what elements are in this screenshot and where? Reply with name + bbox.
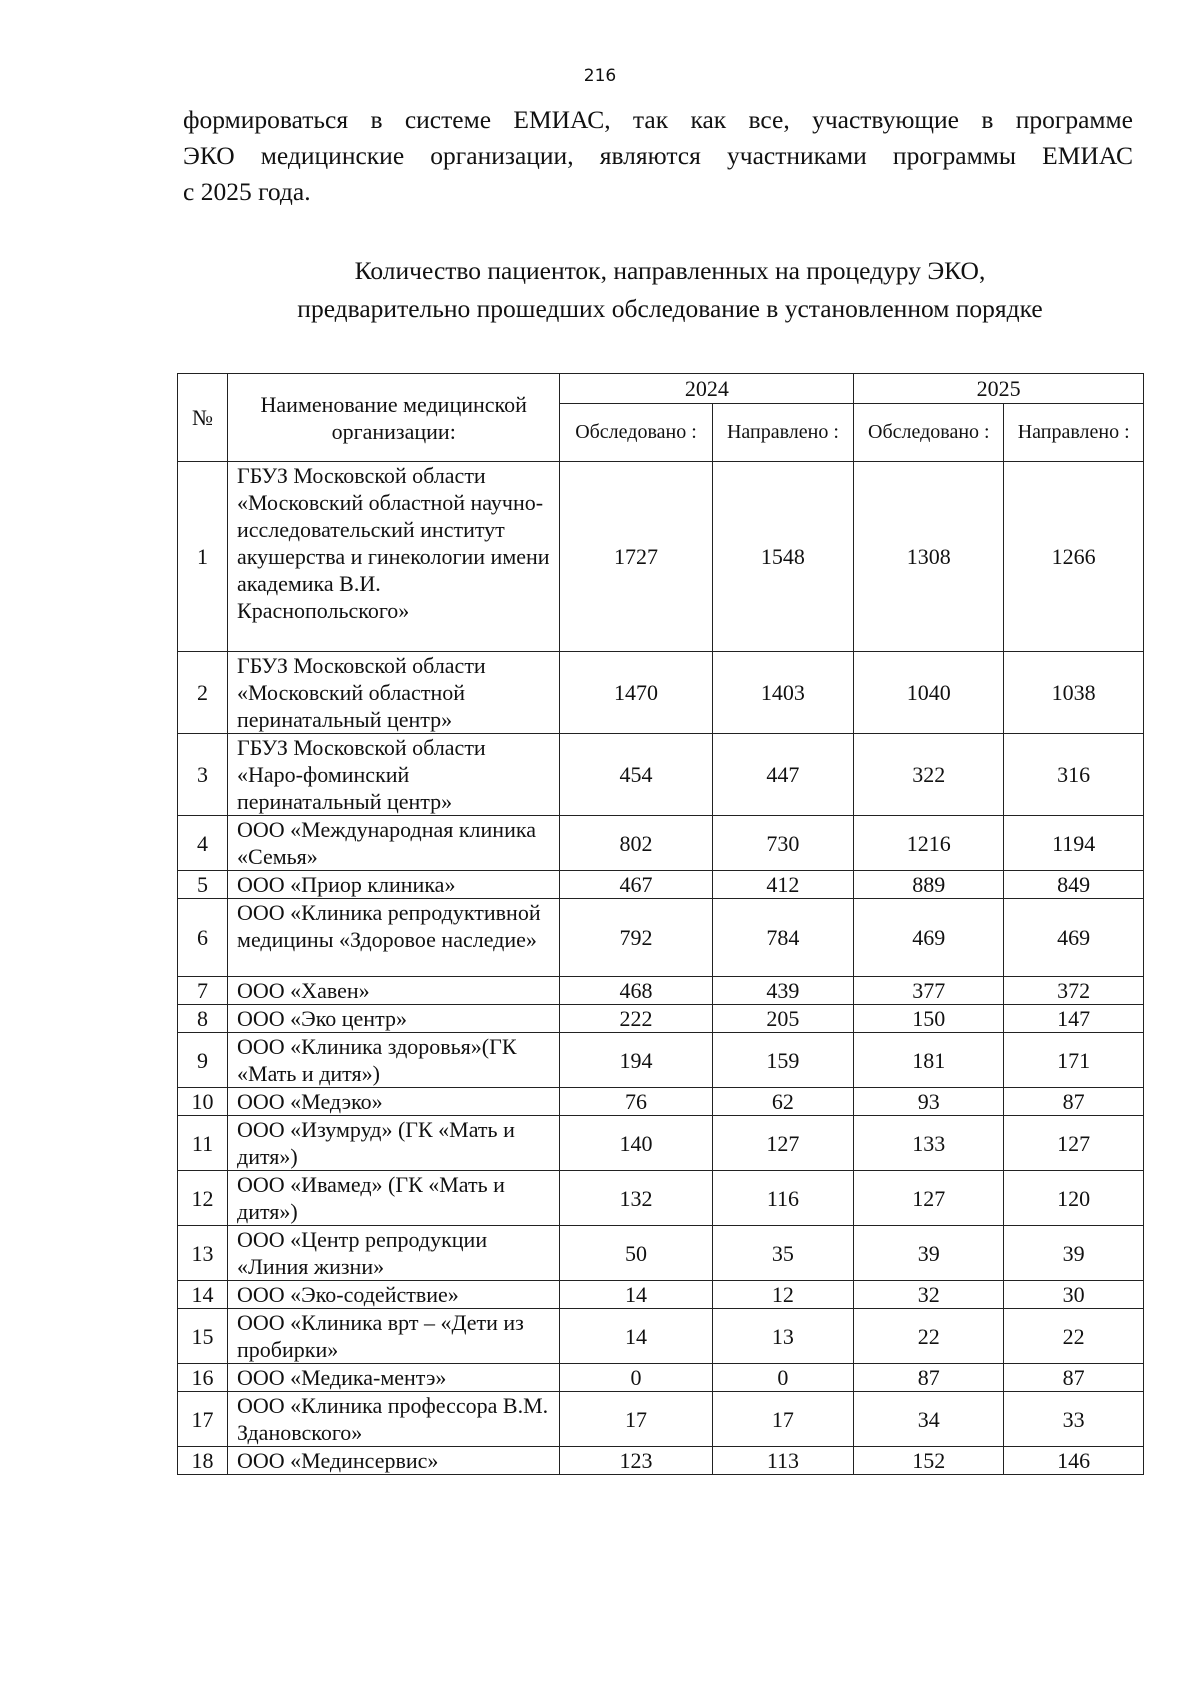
- table-row: [178, 1088, 1144, 1116]
- examined-2025: 87: [854, 1364, 1004, 1392]
- organization-name: ООО «Изумруд» (ГК «Мать и дитя»): [228, 1116, 560, 1171]
- row-number: 1: [178, 462, 228, 652]
- organization-name: ООО «Приор клиника»: [228, 871, 560, 899]
- row-number: 15: [178, 1309, 228, 1364]
- referred-2024: 113: [712, 1447, 854, 1475]
- organization-name: ООО «Клиника репродуктивной медицины «Здоровое наследие»: [228, 899, 560, 977]
- caption-line-2: предварительно прошедших обследование в установленном порядке: [297, 294, 1043, 323]
- referred-2024: 439: [712, 977, 854, 1005]
- row-number: 3: [178, 734, 228, 816]
- table-row: [178, 652, 1144, 734]
- referred-2024: 730: [712, 816, 854, 871]
- referred-2024: 205: [712, 1005, 854, 1033]
- referred-2025: 1038: [1004, 652, 1144, 734]
- examined-2024: 14: [560, 1281, 712, 1309]
- referred-2024: 447: [712, 734, 854, 816]
- referred-2024: 159: [712, 1033, 854, 1088]
- examined-2025: 39: [854, 1226, 1004, 1281]
- referred-2024: 62: [712, 1088, 854, 1116]
- examined-2024: 76: [560, 1088, 712, 1116]
- organization-name: ООО «Эко центр»: [228, 1005, 560, 1033]
- organization-name: ООО «Медэко»: [228, 1088, 560, 1116]
- referred-2024: 0: [712, 1364, 854, 1392]
- organization-name: ГБУЗ Московской области «Наро-фоминский перинатальный центр»: [228, 734, 560, 816]
- table-row: [178, 1392, 1144, 1447]
- table-row: [178, 1309, 1144, 1364]
- header-referred-2025: Направлено :: [1004, 404, 1144, 462]
- organization-name: ГБУЗ Московской области «Московский областной перинатальный центр»: [228, 652, 560, 734]
- table-row: [178, 1033, 1144, 1088]
- organization-name: ООО «Международная клиника «Семья»: [228, 816, 560, 871]
- table-row: [178, 1226, 1144, 1281]
- examined-2025: 1040: [854, 652, 1004, 734]
- examined-2025: 469: [854, 899, 1004, 977]
- intro-paragraph: [183, 102, 1133, 210]
- referred-2025: 120: [1004, 1171, 1144, 1226]
- referred-2024: 127: [712, 1116, 854, 1171]
- table-row: [178, 1447, 1144, 1475]
- examined-2025: 127: [854, 1171, 1004, 1226]
- examined-2024: 50: [560, 1226, 712, 1281]
- organization-name: ООО «Эко-содействие»: [228, 1281, 560, 1309]
- header-year-2025: 2025: [854, 374, 1144, 404]
- intro-line-1: формироваться в системе ЕМИАС, так как все, участвующие в программе: [183, 105, 1133, 134]
- table-caption: [160, 252, 1180, 328]
- examined-2024: 194: [560, 1033, 712, 1088]
- examined-2025: 93: [854, 1088, 1004, 1116]
- patients-table: [177, 373, 1144, 1475]
- row-number: 16: [178, 1364, 228, 1392]
- referred-2025: 1194: [1004, 816, 1144, 871]
- referred-2025: 39: [1004, 1226, 1144, 1281]
- examined-2024: 0: [560, 1364, 712, 1392]
- examined-2025: 1216: [854, 816, 1004, 871]
- intro-line-3: с 2025 года.: [183, 177, 311, 206]
- row-number: 10: [178, 1088, 228, 1116]
- table-body: [178, 462, 1144, 1475]
- referred-2025: 87: [1004, 1088, 1144, 1116]
- referred-2024: 1403: [712, 652, 854, 734]
- organization-name: ООО «Клиника врт – «Дети из пробирки»: [228, 1309, 560, 1364]
- referred-2025: 33: [1004, 1392, 1144, 1447]
- referred-2024: 17: [712, 1392, 854, 1447]
- header-org: Наименование медицинской организации:: [228, 374, 560, 462]
- examined-2025: 22: [854, 1309, 1004, 1364]
- referred-2025: 127: [1004, 1116, 1144, 1171]
- organization-name: ООО «Мединсервис»: [228, 1447, 560, 1475]
- row-number: 14: [178, 1281, 228, 1309]
- referred-2024: 784: [712, 899, 854, 977]
- table-row: [178, 977, 1144, 1005]
- examined-2024: 467: [560, 871, 712, 899]
- examined-2025: 181: [854, 1033, 1004, 1088]
- table-row: [178, 1281, 1144, 1309]
- organization-name: ООО «Клиника профессора В.М. Здановского»: [228, 1392, 560, 1447]
- examined-2025: 889: [854, 871, 1004, 899]
- referred-2025: 469: [1004, 899, 1144, 977]
- examined-2025: 133: [854, 1116, 1004, 1171]
- intro-line-2: ЭКО медицинские организации, являются участниками программы ЕМИАС: [183, 141, 1133, 170]
- referred-2024: 1548: [712, 462, 854, 652]
- organization-name: ГБУЗ Московской области «Московский областной научно-исследовательский институт акушерства и гинекологии имени академика В.И. Краснопольского»: [228, 462, 560, 652]
- table-row: [178, 1005, 1144, 1033]
- examined-2024: 17: [560, 1392, 712, 1447]
- examined-2024: 123: [560, 1447, 712, 1475]
- row-number: 7: [178, 977, 228, 1005]
- row-number: 8: [178, 1005, 228, 1033]
- referred-2025: 372: [1004, 977, 1144, 1005]
- referred-2024: 12: [712, 1281, 854, 1309]
- examined-2024: 802: [560, 816, 712, 871]
- row-number: 17: [178, 1392, 228, 1447]
- referred-2025: 849: [1004, 871, 1144, 899]
- examined-2025: 150: [854, 1005, 1004, 1033]
- referred-2025: 30: [1004, 1281, 1144, 1309]
- referred-2025: 316: [1004, 734, 1144, 816]
- header-num: №: [178, 374, 228, 462]
- examined-2025: 1308: [854, 462, 1004, 652]
- examined-2024: 792: [560, 899, 712, 977]
- examined-2025: 34: [854, 1392, 1004, 1447]
- examined-2025: 32: [854, 1281, 1004, 1309]
- table-row: [178, 871, 1144, 899]
- referred-2024: 13: [712, 1309, 854, 1364]
- row-number: 18: [178, 1447, 228, 1475]
- table-row: [178, 816, 1144, 871]
- table-row: [178, 899, 1144, 977]
- referred-2025: 22: [1004, 1309, 1144, 1364]
- referred-2024: 412: [712, 871, 854, 899]
- organization-name: ООО «Ивамед» (ГК «Мать и дитя»): [228, 1171, 560, 1226]
- referred-2025: 146: [1004, 1447, 1144, 1475]
- header-examined-2025: Обследовано :: [854, 404, 1004, 462]
- examined-2024: 1727: [560, 462, 712, 652]
- organization-name: ООО «Клиника здоровья»(ГК «Мать и дитя»): [228, 1033, 560, 1088]
- referred-2025: 171: [1004, 1033, 1144, 1088]
- row-number: 9: [178, 1033, 228, 1088]
- examined-2024: 14: [560, 1309, 712, 1364]
- examined-2024: 132: [560, 1171, 712, 1226]
- header-examined-2024: Обследовано :: [560, 404, 712, 462]
- table-row: [178, 734, 1144, 816]
- referred-2025: 147: [1004, 1005, 1144, 1033]
- referred-2024: 35: [712, 1226, 854, 1281]
- table-row: [178, 1171, 1144, 1226]
- referred-2025: 1266: [1004, 462, 1144, 652]
- examined-2025: 322: [854, 734, 1004, 816]
- table-row: [178, 1116, 1144, 1171]
- examined-2025: 377: [854, 977, 1004, 1005]
- row-number: 6: [178, 899, 228, 977]
- row-number: 5: [178, 871, 228, 899]
- organization-name: ООО «Медика-ментэ»: [228, 1364, 560, 1392]
- row-number: 4: [178, 816, 228, 871]
- examined-2024: 140: [560, 1116, 712, 1171]
- table-row: [178, 462, 1144, 652]
- header-referred-2024: Направлено :: [712, 404, 854, 462]
- examined-2024: 1470: [560, 652, 712, 734]
- caption-line-1: Количество пациенток, направленных на процедуру ЭКО,: [354, 256, 986, 285]
- row-number: 2: [178, 652, 228, 734]
- referred-2024: 116: [712, 1171, 854, 1226]
- referred-2025: 87: [1004, 1364, 1144, 1392]
- header-year-2024: 2024: [560, 374, 854, 404]
- examined-2024: 454: [560, 734, 712, 816]
- table-row: [178, 1364, 1144, 1392]
- examined-2024: 468: [560, 977, 712, 1005]
- examined-2024: 222: [560, 1005, 712, 1033]
- examined-2025: 152: [854, 1447, 1004, 1475]
- row-number: 12: [178, 1171, 228, 1226]
- organization-name: ООО «Хавен»: [228, 977, 560, 1005]
- organization-name: ООО «Центр репродукции «Линия жизни»: [228, 1226, 560, 1281]
- row-number: 13: [178, 1226, 228, 1281]
- page-number: 216: [583, 66, 617, 86]
- row-number: 11: [178, 1116, 228, 1171]
